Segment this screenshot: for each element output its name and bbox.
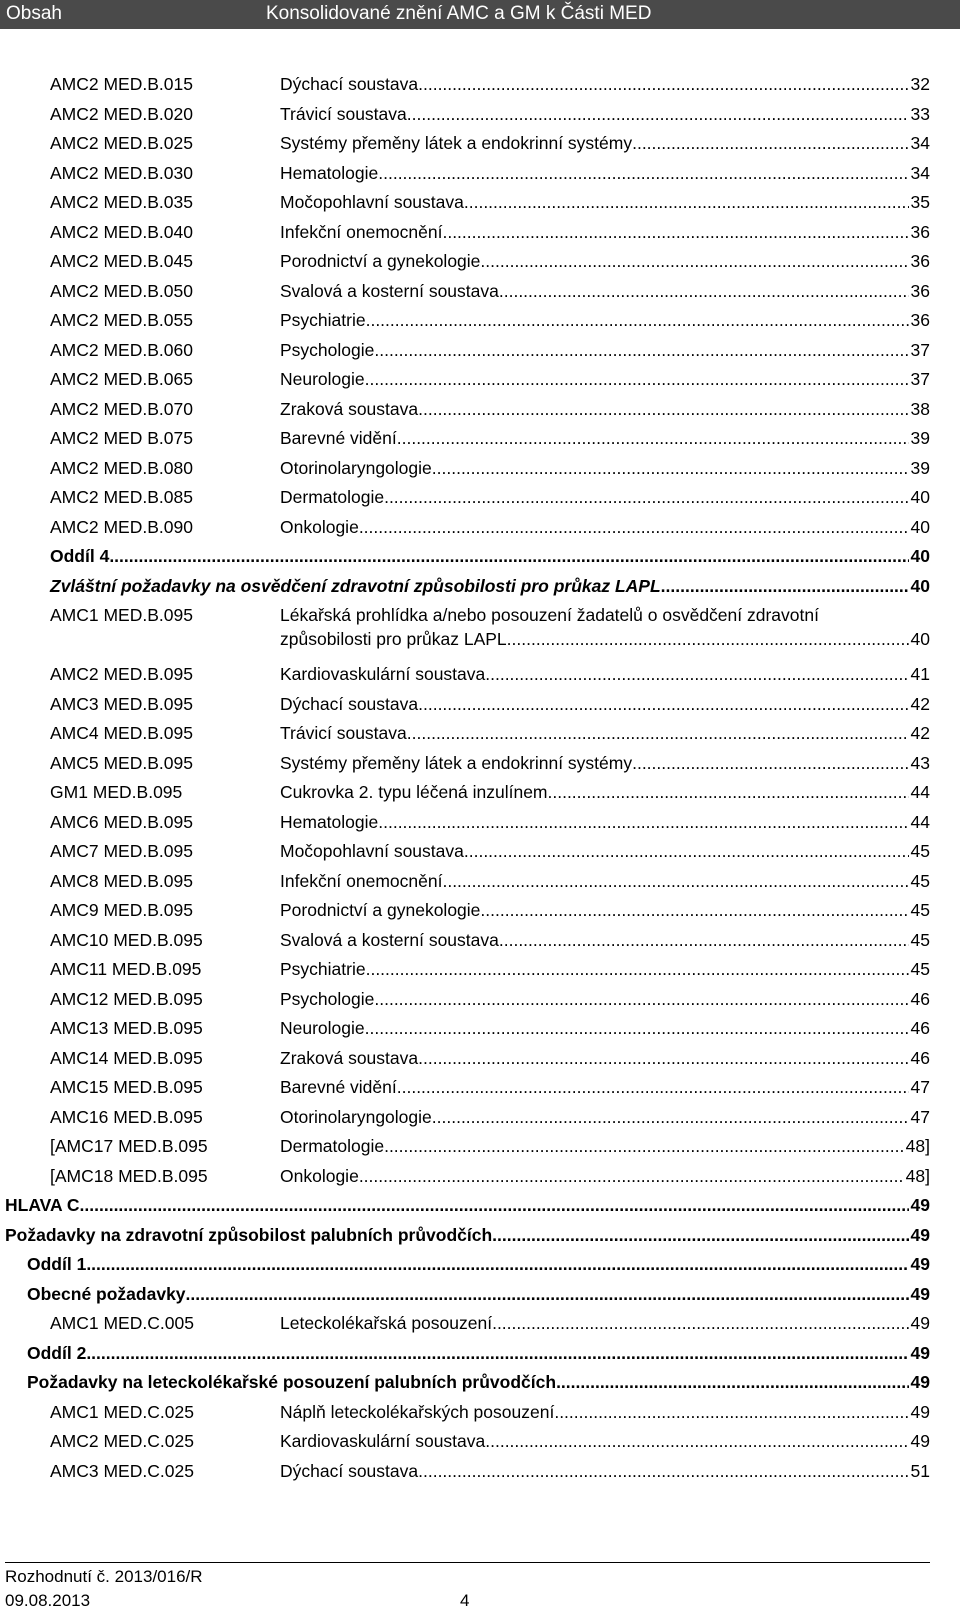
toc-title-cell <box>280 338 930 362</box>
toc-entry-code: AMC2 MED B.075 <box>50 428 193 448</box>
toc-entry-row[interactable] <box>50 102 930 126</box>
toc-page-number: 40 <box>910 546 930 566</box>
toc-title-cell <box>280 780 930 804</box>
toc-title-cell <box>280 1016 930 1040</box>
toc-dot-leader <box>485 662 908 686</box>
toc-entry-code: AMC1 MED.B.095 <box>50 605 193 625</box>
toc-entry-row[interactable] <box>50 220 930 244</box>
toc-entry-row[interactable] <box>50 662 930 686</box>
toc-dot-leader <box>418 1459 908 1483</box>
toc-entry-code: AMC2 MED.B.045 <box>50 251 193 271</box>
toc-title-cell <box>280 367 930 391</box>
toc-title-cell <box>280 987 930 1011</box>
toc-heading-row[interactable] <box>27 1282 930 1306</box>
toc-entry-title: Onkologie <box>280 516 359 537</box>
toc-heading-row[interactable] <box>27 1370 930 1394</box>
toc-dot-leader <box>374 338 908 362</box>
toc-entry-title: Kardiovaskulární soustava <box>280 664 486 684</box>
toc-entry-row[interactable] <box>50 456 930 480</box>
toc-entry-title: Svalová a kosterní soustava <box>280 280 499 301</box>
toc-heading-row[interactable] <box>5 1193 930 1217</box>
toc-entry-code: GM1 MED.B.095 <box>50 782 183 802</box>
toc-dot-leader <box>366 957 909 981</box>
toc-page-number: 46 <box>910 1018 930 1038</box>
toc-page-number: 38 <box>910 398 930 419</box>
toc-entry-title: Trávicí soustava <box>280 723 407 743</box>
toc-entry-title-line2: způsobilosti pro průkaz LAPL <box>280 629 507 649</box>
toc-entry-row[interactable] <box>50 485 930 509</box>
toc-heading-row[interactable] <box>27 1252 930 1276</box>
toc-entry-title: Infekční onemocnění <box>280 221 443 242</box>
toc-entry-title: Svalová a kosterní soustava <box>280 929 499 950</box>
toc-heading-title: Zvláštní požadavky na osvědčení zdravotní způsobilosti pro průkaz LAPL <box>50 575 661 596</box>
toc-entry-row[interactable] <box>50 161 930 185</box>
toc-entry-code: AMC2 MED.B.070 <box>50 398 193 419</box>
toc-entry-title: Dýchací soustava <box>280 74 419 94</box>
toc-entry-row[interactable] <box>50 869 930 893</box>
toc-entry-title: Neurologie <box>280 369 365 389</box>
toc-entry-title: Dýchací soustava <box>280 693 419 714</box>
toc-dot-leader <box>507 627 909 651</box>
toc-page-number: 40 <box>910 629 930 649</box>
toc-entry-title: Barevné vidění <box>280 1077 397 1097</box>
toc-heading-title: Požadavky na zdravotní způsobilost palubních průvodčích <box>5 1224 493 1245</box>
toc-dot-leader <box>80 1193 909 1217</box>
toc-title-cell <box>280 898 930 922</box>
toc-title-cell <box>280 102 930 126</box>
toc-entry-title: Psychiatrie <box>280 959 366 979</box>
toc-heading-title: Oddíl 1 <box>27 1254 87 1274</box>
toc-dot-leader <box>418 1046 908 1070</box>
toc-dot-leader <box>365 1016 909 1040</box>
toc-title-cell <box>280 515 930 539</box>
toc-dot-leader <box>661 574 909 598</box>
toc-page-number: 44 <box>910 811 930 832</box>
toc-page-number: 49 <box>910 1342 930 1363</box>
toc-dot-leader <box>554 1400 908 1424</box>
toc-entry-code: AMC16 MED.B.095 <box>50 1106 203 1127</box>
toc-entry-code: AMC2 MED.B.055 <box>50 310 193 330</box>
toc-title-cell <box>280 1400 930 1424</box>
toc-dot-leader <box>186 1282 909 1306</box>
toc-entry-title: Dýchací soustava <box>280 1460 419 1481</box>
toc-title-cell <box>280 1046 930 1070</box>
toc-dot-leader <box>432 1105 909 1129</box>
toc-dot-leader <box>378 161 908 185</box>
toc-title-cell <box>50 574 930 598</box>
toc-dot-leader <box>378 810 908 834</box>
toc-title-cell <box>280 1134 930 1158</box>
toc-title-cell <box>280 721 930 745</box>
toc-title-cell <box>280 1075 930 1099</box>
toc-entry-row[interactable] <box>50 780 930 804</box>
toc-title-cell <box>280 810 930 834</box>
toc-entry-title: Dermatologie <box>280 487 385 507</box>
toc-entry-title: Trávicí soustava <box>280 103 407 124</box>
toc-page-number: 45 <box>910 959 930 979</box>
toc-title-cell <box>280 397 930 421</box>
toc-entry-title: Hematologie <box>280 162 379 183</box>
toc-entry-row[interactable] <box>50 1164 930 1188</box>
toc-dot-leader <box>359 1164 904 1188</box>
toc-heading-row[interactable] <box>50 544 930 568</box>
toc-dot-leader <box>397 1075 909 1099</box>
toc-entry-title: Hematologie <box>280 811 379 832</box>
toc-page-number: 41 <box>910 664 930 684</box>
toc-title-cell <box>27 1370 930 1394</box>
toc-entry-title: Cukrovka 2. typu léčená inzulínem <box>280 782 548 802</box>
toc-entry-title: Infekční onemocnění <box>280 870 443 891</box>
footer-page-number: 4 <box>460 1591 470 1610</box>
toc-page-number: 47 <box>910 1077 930 1097</box>
toc-entry-row[interactable] <box>50 721 930 745</box>
toc-entry-code: AMC4 MED.B.095 <box>50 723 193 743</box>
toc-entry-code: AMC2 MED.B.050 <box>50 280 193 301</box>
toc-entry-code: AMC8 MED.B.095 <box>50 870 193 891</box>
toc-page-number: 45 <box>910 870 930 891</box>
footer-date: 09.08.2013 <box>5 1591 91 1610</box>
toc-page-number: 49 <box>910 1313 930 1333</box>
toc-title-cell <box>280 220 930 244</box>
toc-entry-row[interactable] <box>50 751 930 775</box>
toc-dot-leader <box>485 1429 908 1453</box>
toc-title-cell <box>280 1429 930 1453</box>
toc-entry-code: AMC14 MED.B.095 <box>50 1047 203 1068</box>
toc-dot-leader <box>632 131 908 155</box>
toc-entry-code: AMC2 MED.B.020 <box>50 103 193 124</box>
toc-entry-code: AMC2 MED.B.095 <box>50 664 193 684</box>
toc-dot-leader <box>366 308 909 332</box>
footer-decision: Rozhodnutí č. 2013/016/R <box>5 1567 203 1586</box>
toc-entry-row[interactable] <box>50 839 930 863</box>
toc-entry-title: Systémy přeměny látek a endokrinní systémy <box>280 133 633 153</box>
toc-title-cell <box>280 190 930 214</box>
toc-dot-leader <box>109 544 908 568</box>
toc-title-cell <box>280 308 930 332</box>
toc-title-cell <box>280 456 930 480</box>
toc-entry-row[interactable] <box>50 987 930 1011</box>
toc-entry-title: Onkologie <box>280 1165 359 1186</box>
toc-heading-title: Obecné požadavky <box>27 1283 186 1304</box>
toc-entry-row[interactable] <box>50 928 930 952</box>
toc-entry-code: AMC7 MED.B.095 <box>50 841 193 861</box>
toc-entry-row[interactable] <box>50 367 930 391</box>
toc-page-number: 36 <box>910 280 930 301</box>
toc-page-number: 36 <box>910 221 930 242</box>
toc-dot-leader <box>432 456 909 480</box>
toc-page-number: 48] <box>905 1165 930 1186</box>
toc-title-cell <box>280 839 930 863</box>
toc-entry-code: AMC1 MED.C.005 <box>50 1313 194 1333</box>
toc-page-number: 49 <box>910 1431 930 1451</box>
toc-page-number: 34 <box>910 162 930 183</box>
toc-title-cell <box>5 1193 930 1217</box>
toc-entry-title: Porodnictví a gynekologie <box>280 900 481 920</box>
toc-dot-leader <box>548 780 909 804</box>
toc-title-cell <box>27 1252 930 1276</box>
toc-page-number: 35 <box>910 192 930 212</box>
toc-entry-code: AMC2 MED.B.035 <box>50 192 193 212</box>
running-header <box>0 0 960 29</box>
toc-entry-row[interactable] <box>50 72 930 96</box>
toc-entry-row[interactable] <box>50 810 930 834</box>
toc-entry-row[interactable] <box>50 1075 930 1099</box>
toc-entry-code: AMC12 MED.B.095 <box>50 988 203 1009</box>
toc-page-number: 48] <box>905 1136 930 1156</box>
toc-page-number: 45 <box>910 841 930 861</box>
toc-entry-code: AMC2 MED.B.060 <box>50 339 193 360</box>
toc-entry-code: AMC6 MED.B.095 <box>50 811 193 832</box>
toc-entry-row[interactable] <box>50 1459 930 1483</box>
toc-heading-title: HLAVA C <box>5 1195 80 1215</box>
toc-entry-row[interactable] <box>50 190 930 214</box>
toc-entry-row[interactable] <box>50 1400 930 1424</box>
toc-page-number: 49 <box>910 1283 930 1304</box>
toc-title-cell <box>280 72 930 96</box>
toc-dot-leader <box>499 928 909 952</box>
toc-dot-leader <box>86 1341 908 1365</box>
footer <box>5 1565 203 1613</box>
toc-entry-row[interactable] <box>50 1134 930 1158</box>
toc-entry-title-continuation <box>280 627 930 651</box>
toc-entry-row[interactable] <box>50 279 930 303</box>
toc-entry-row[interactable] <box>50 1311 930 1335</box>
toc-page-number: 51 <box>910 1460 930 1481</box>
toc-dot-leader <box>365 367 909 391</box>
toc-title-cell <box>280 957 930 981</box>
toc-entry-code: AMC2 MED.B.085 <box>50 487 193 507</box>
toc-page-number: 49 <box>910 1401 930 1422</box>
toc-entry-code: AMC3 MED.B.095 <box>50 693 193 714</box>
toc-dot-leader <box>442 869 908 893</box>
toc-entry-code: AMC2 MED.B.080 <box>50 457 193 478</box>
toc-page-number: 39 <box>910 457 930 478</box>
toc-entry-row[interactable] <box>50 131 930 155</box>
toc-dot-leader <box>407 721 909 745</box>
toc-heading-title: Požadavky na leteckolékařské posouzení palubních průvodčích <box>27 1372 557 1392</box>
toc-page-number: 34 <box>910 133 930 153</box>
toc-dot-leader <box>442 220 908 244</box>
toc-dot-leader <box>418 397 908 421</box>
toc-title-cell <box>280 161 930 185</box>
toc-page-number: 37 <box>910 339 930 360</box>
toc-entry-title: Neurologie <box>280 1018 365 1038</box>
toc-entry-title: Porodnictví a gynekologie <box>280 251 481 271</box>
toc-entry-row[interactable] <box>50 397 930 421</box>
header-document-title: Konsolidované znění AMC a GM k Části MED <box>266 3 652 24</box>
toc-page-number: 47 <box>910 1106 930 1127</box>
toc-page-number: 46 <box>910 988 930 1009</box>
toc-page-number: 40 <box>910 516 930 537</box>
toc-page-number: 45 <box>910 900 930 920</box>
toc-page-number: 36 <box>910 251 930 271</box>
toc-entry-row[interactable] <box>50 338 930 362</box>
toc-dot-leader <box>464 190 909 214</box>
toc-entry-row[interactable] <box>50 1046 930 1070</box>
toc-page-number: 40 <box>910 487 930 507</box>
toc-page-number: 44 <box>910 782 930 802</box>
toc-title-cell <box>280 249 930 273</box>
toc-entry-code: AMC5 MED.B.095 <box>50 752 193 773</box>
toc-entry-title: Náplň leteckolékařských posouzení <box>280 1401 555 1422</box>
toc-page-number: 49 <box>910 1254 930 1274</box>
toc-dot-leader <box>556 1370 908 1394</box>
toc-page-number: 39 <box>910 428 930 448</box>
toc-entry-row[interactable] <box>50 515 930 539</box>
toc-title-cell <box>280 131 930 155</box>
toc-title-cell <box>280 869 930 893</box>
toc-title-cell <box>280 426 930 450</box>
toc-title-cell <box>280 662 930 686</box>
toc-entry-title: Psychologie <box>280 988 375 1009</box>
toc-entry-code: AMC2 MED.B.065 <box>50 369 193 389</box>
toc-page-number: 32 <box>910 74 930 94</box>
toc-entry-code: AMC15 MED.B.095 <box>50 1077 203 1097</box>
toc-page-number: 46 <box>910 1047 930 1068</box>
toc-heading-title: Oddíl 4 <box>50 546 110 566</box>
toc-entry-title: Zraková soustava <box>280 1047 419 1068</box>
toc-entry-row[interactable] <box>50 308 930 332</box>
toc-dot-leader <box>464 839 909 863</box>
toc-title-cell <box>280 485 930 509</box>
toc-dot-leader <box>499 279 909 303</box>
toc-entry-row[interactable] <box>50 603 930 651</box>
toc-dot-leader <box>397 426 909 450</box>
toc-entry-title: Otorinolaryngologie <box>280 457 432 478</box>
toc-entry-title: Lékařská prohlídka a/nebo posouzení žadatelů o osvědčení zdravotní <box>280 605 819 625</box>
toc-page-number: 40 <box>910 575 930 596</box>
toc-dot-leader <box>86 1252 908 1276</box>
toc-entry-title: Zraková soustava <box>280 398 419 419</box>
toc-page-number: 49 <box>910 1224 930 1245</box>
toc-dot-leader <box>384 485 908 509</box>
footer-divider <box>5 1562 930 1563</box>
toc-dot-leader <box>374 987 908 1011</box>
toc-page-number: 45 <box>910 929 930 950</box>
toc-entry-title: Močopohlavní soustava <box>280 841 464 861</box>
toc-title-cell <box>280 1459 930 1483</box>
toc-dot-leader <box>480 898 908 922</box>
toc-page-number: 43 <box>910 752 930 773</box>
toc-entry-title: Systémy přeměny látek a endokrinní systémy <box>280 752 633 773</box>
toc-page-number: 42 <box>910 693 930 714</box>
toc-entry-title: Otorinolaryngologie <box>280 1106 432 1127</box>
toc-dot-leader <box>384 1134 904 1158</box>
toc-page-number: 37 <box>910 369 930 389</box>
toc-title-cell <box>280 692 930 716</box>
toc-entry-title: Barevné vidění <box>280 428 397 448</box>
toc-title-cell <box>280 1105 930 1129</box>
toc-dot-leader <box>632 751 908 775</box>
toc-entry-code: AMC2 MED.B.015 <box>50 74 193 94</box>
toc-dot-leader <box>480 249 908 273</box>
toc-heading-row[interactable] <box>50 574 930 598</box>
toc-title-cell <box>280 1311 930 1335</box>
toc-title-cell <box>280 603 930 651</box>
toc-entry-code: AMC2 MED.B.025 <box>50 133 193 153</box>
toc-entry-row[interactable] <box>50 249 930 273</box>
toc-entry-title: Močopohlavní soustava <box>280 192 464 212</box>
toc-entry-row[interactable] <box>50 692 930 716</box>
toc-entry-code: [AMC18 MED.B.095 <box>50 1165 208 1186</box>
toc-heading-row[interactable] <box>5 1223 930 1247</box>
toc-entry-row[interactable] <box>50 898 930 922</box>
toc-page-number: 36 <box>910 310 930 330</box>
toc-entry-code: AMC1 MED.C.025 <box>50 1401 194 1422</box>
toc-page-number: 49 <box>910 1372 930 1392</box>
toc-heading-row[interactable] <box>27 1341 930 1365</box>
header-section-label: Obsah <box>6 3 62 24</box>
toc-entry-row[interactable] <box>50 957 930 981</box>
toc-entry-code: AMC2 MED.B.030 <box>50 162 193 183</box>
toc-title-cell <box>27 1341 930 1365</box>
toc-entry-code: AMC3 MED.C.025 <box>50 1460 194 1481</box>
toc-page-number: 33 <box>910 103 930 124</box>
toc-entry-row[interactable] <box>50 1016 930 1040</box>
toc-entry-code: AMC2 MED.B.090 <box>50 516 193 537</box>
toc-entry-code: AMC13 MED.B.095 <box>50 1018 203 1038</box>
toc-dot-leader <box>492 1223 908 1247</box>
toc-title-cell <box>5 1223 930 1247</box>
toc-entry-title: Psychologie <box>280 339 375 360</box>
toc-entry-code: AMC2 MED.B.040 <box>50 221 193 242</box>
toc-heading-title: Oddíl 2 <box>27 1342 87 1363</box>
toc-entry-row[interactable] <box>50 426 930 450</box>
toc-entry-row[interactable] <box>50 1429 930 1453</box>
toc-title-cell <box>280 928 930 952</box>
toc-entry-title: Leteckolékařská posouzení <box>280 1313 493 1333</box>
toc-entry-code: AMC11 MED.B.095 <box>50 959 202 979</box>
toc-entry-title: Psychiatrie <box>280 310 366 330</box>
toc-entry-row[interactable] <box>50 1105 930 1129</box>
toc-entry-title: Kardiovaskulární soustava <box>280 1431 486 1451</box>
toc-title-cell <box>280 1164 930 1188</box>
toc-title-cell <box>27 1282 930 1306</box>
toc-title-cell <box>280 279 930 303</box>
toc-page-number: 42 <box>910 723 930 743</box>
toc-dot-leader <box>418 692 908 716</box>
toc-entry-code: AMC9 MED.B.095 <box>50 900 193 920</box>
toc-dot-leader <box>359 515 909 539</box>
toc-entry-code: [AMC17 MED.B.095 <box>50 1136 208 1156</box>
toc-page-number: 49 <box>910 1195 930 1215</box>
toc-dot-leader <box>492 1311 908 1335</box>
toc-dot-leader <box>418 72 908 96</box>
toc-entry-code: AMC10 MED.B.095 <box>50 929 203 950</box>
toc-entry-title: Dermatologie <box>280 1136 385 1156</box>
toc-dot-leader <box>407 102 909 126</box>
toc-title-cell <box>50 544 930 568</box>
toc-entry-code: AMC2 MED.C.025 <box>50 1431 194 1451</box>
toc-title-cell <box>280 751 930 775</box>
